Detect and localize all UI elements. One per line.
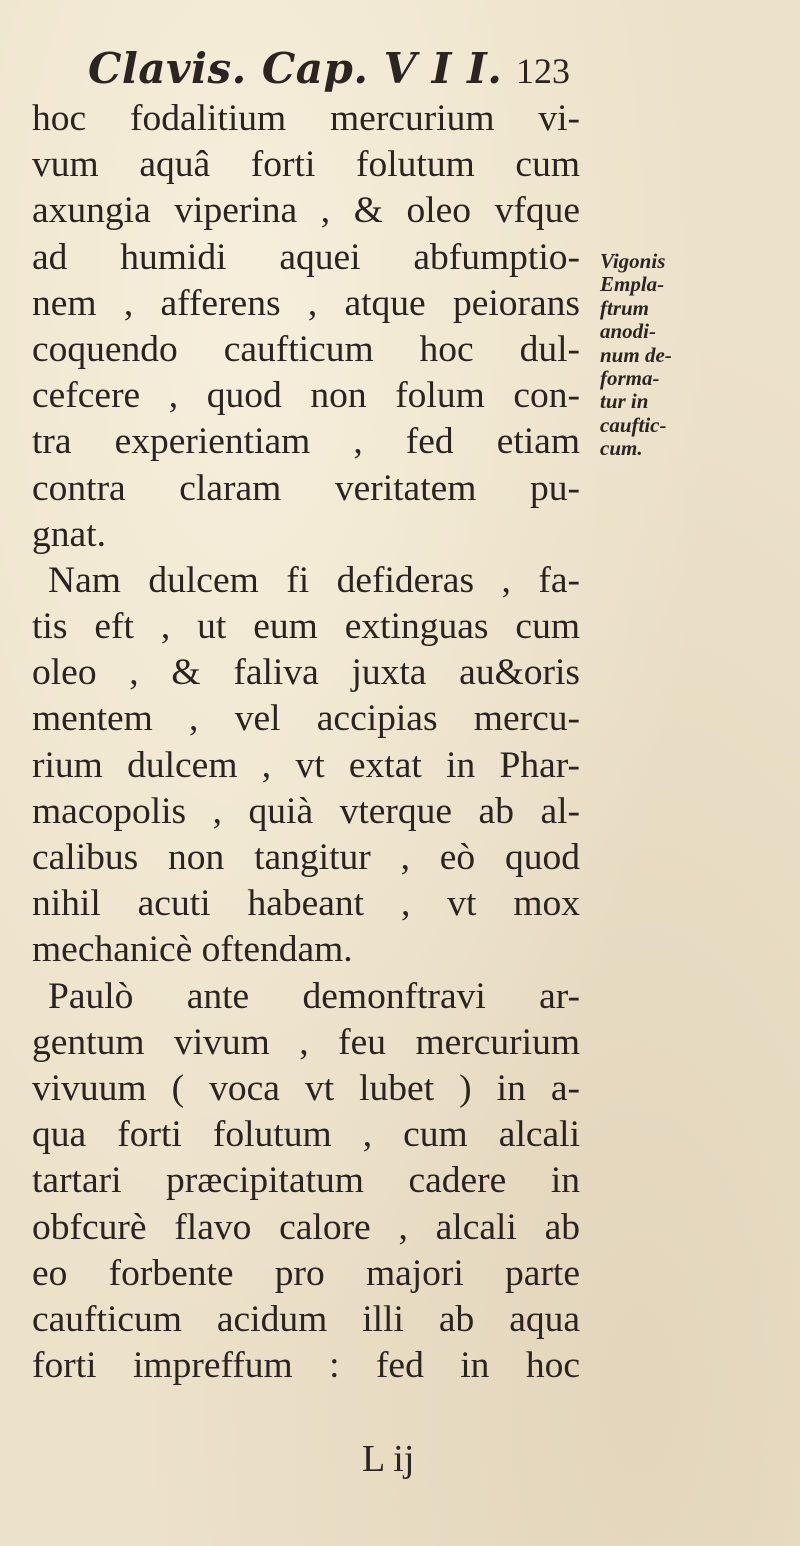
text-line: macopolis , quià vterque ab al-	[32, 790, 580, 832]
text-line: coquendo caufticum hoc dul-	[32, 328, 580, 370]
marginal-note-line: cum.	[600, 436, 643, 461]
text-line: Paulò ante demonftravi ar-	[48, 975, 580, 1017]
marginal-note	[600, 250, 688, 461]
marginal-note-line: Vigonis	[600, 249, 666, 273]
text-line: axungia viperina , & oleo vfque	[32, 190, 580, 232]
marginal-note-line: Empla-	[600, 272, 665, 297]
text-line: tartari præcipitatum cadere in	[32, 1160, 580, 1202]
text-line: ad humidi aquei abfumptio-	[32, 236, 580, 278]
text-line: mentem , vel accipias mercu-	[32, 698, 580, 740]
marginal-note-line: cauftic-	[600, 412, 667, 437]
page-number: 123	[516, 51, 570, 91]
page-header	[88, 38, 588, 100]
text-line: gentum vivum , feu mercurium	[32, 1021, 580, 1063]
signature-mark: L ij	[362, 1438, 415, 1480]
text-line: mechanicè oftendam.	[32, 929, 353, 971]
marginal-note-line: forma-	[600, 365, 660, 390]
text-line: eo forbente pro majori parte	[32, 1252, 580, 1294]
body-text	[20, 96, 580, 1389]
text-line: gnat.	[32, 513, 106, 555]
text-line: tra experientiam , fed etiam	[32, 421, 580, 463]
text-line: tis eft , ut eum extinguas cum	[32, 606, 580, 648]
text-line: nihil acuti habeant , vt mox	[32, 883, 580, 925]
text-line: vivuum ( voca vt lubet ) in a-	[32, 1067, 580, 1109]
text-line: nem , afferens , atque peiorans	[32, 282, 580, 324]
text-line: cefcere , quod non folum con-	[32, 375, 580, 417]
text-line: obfcurè flavo calore , alcali ab	[32, 1206, 580, 1248]
text-line: contra claram veritatem pu-	[32, 467, 580, 509]
text-line: vum aquâ forti folutum cum	[32, 144, 580, 186]
text-line: Nam dulcem fi defideras , fa-	[48, 559, 580, 601]
running-title: Clavis. Cap. V I I.	[88, 44, 503, 93]
marginal-note-line: anodi-	[600, 319, 657, 344]
text-line: calibus non tangitur , eò quod	[32, 837, 580, 878]
text-line: caufticum acidum illi ab aqua	[32, 1298, 580, 1340]
text-line: hoc fodalitium mercurium vi-	[32, 98, 580, 139]
text-line: oleo , & faliva juxta au&oris	[32, 652, 580, 694]
text-line: forti impreffum : fed in hoc	[32, 1345, 580, 1387]
text-line: rium dulcem , vt extat in Phar-	[32, 744, 580, 786]
marginal-note-line: tur in	[600, 389, 649, 414]
marginal-note-line: num de-	[600, 342, 672, 367]
marginal-note-line: ftrum	[600, 295, 650, 320]
text-line: qua forti folutum , cum alcali	[32, 1114, 580, 1156]
